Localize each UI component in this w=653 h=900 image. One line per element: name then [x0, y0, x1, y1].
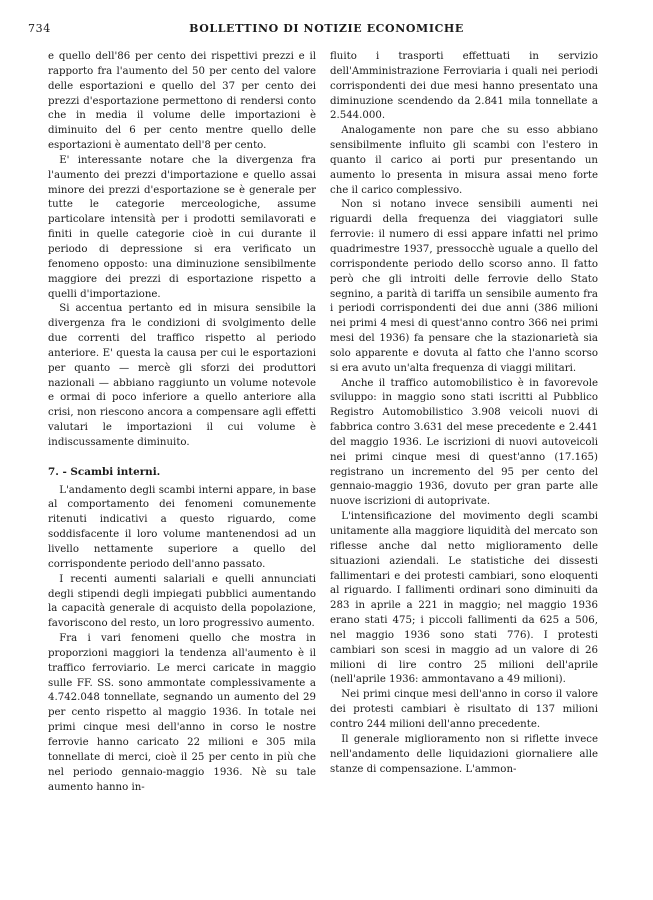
paragraph: Fra i vari fenomeni quello che mostra in proporzioni maggiori la tendenza all'aumento è il traffico ferroviario. Le merci caricate in maggio sulle FF. SS. sono ammontate complessivamente a 4.742.048 tonnellate, segnando un aumento del 29 per cento rispetto al maggio 1936. In totale nei primi cinque mesi dell'anno in corso le nostre ferrovie hanno caricato 22 milioni e 305 mila tonnellate di merci, cioè il 25 per cento in più che nel periodo gennaio-maggio 1936. Nè su tale aumento hanno in-	[48, 633, 316, 793]
paragraph: Si accentua pertanto ed in misura sensibile la divergenza fra le condizioni di svolgimento delle due correnti del traffico rispetto al periodo anteriore. E' questa la causa per cui le esportazioni per quanto — mercè gli sforzi dei produttori nazionali — abbiano raggiunto un volume notevole e ormai di poco inferiore a quello anteriore alla crisi, non riescono ancora a compensare agli effetti valutari le importazioni il cui volume è indiscussamente diminuito.	[48, 303, 316, 448]
page-number: 734	[28, 22, 51, 35]
paragraph: e quello dell'86 per cento dei rispettivi prezzi e il rapporto fra l'aumento del 50 per cento del valore delle esportazioni e quello del 37 per cento dei prezzi d'esportazione permettono di rendersi conto che in media il volume delle importazioni è diminuito del 6 per cento mentre quello delle esportazioni è aumentato dell'8 per cento.	[48, 51, 316, 152]
paragraph: Non si notano invece sensibili aumenti nei riguardi della frequenza dei viaggiatori sulle ferrovie: il numero di essi appare infatti nel primo quadrimestre 1937, pressocchè uguale a quello del corrispondente periodo dello scorso anno. Il fatto però che gli introiti delle ferrovie dello Stato segnino, a parità di tariffa un sensibile aumento fra i periodi corrispondenti dei due anni (386 milioni nei primi 4 mesi di quest'anno contro 366 nei primi mesi del 1936) fa pensare che la stazionarietà sia solo apparente e dovuta al fatto che l'anno scorso si era avuto un'alta frequenza di viaggi militari.	[330, 199, 598, 374]
paragraph: Nei primi cinque mesi dell'anno in corso il valore dei protesti cambiari è risultato di 137 milioni contro 244 milioni dell'anno precedente.	[330, 689, 598, 730]
paragraph: fluito i trasporti effettuati in servizio dell'Amministrazione Ferroviaria i quali nei periodi corrispondenti dei due mesi hanno presentato una diminuzione scendendo da 2.841 mila tonnellate a 2.544.000.	[330, 51, 598, 122]
paragraph: I recenti aumenti salariali e quelli annunciati degli stipendi degli impiegati pubblici aumentando la capacità generale di acquisto della popolazione, favoriscono del resto, un loro progressivo aumento.	[48, 573, 316, 630]
running-head: BOLLETTINO DI NOTIZIE ECONOMICHE	[189, 22, 464, 35]
paragraph: Analogamente non pare che su esso abbiano sensibilmente influito gli scambi con l'estero in quanto il carico ai porti pur presentando un aumento lo presenta in misura assai meno forte che il carico complessivo.	[330, 125, 598, 196]
right-column	[330, 50, 598, 777]
paragraph: L'andamento degli scambi interni appare, in base al comportamento dei fenomeni comunemente ritenuti indicativi a questo riguardo, come soddisfacente il loro volume mantenendosi ad un livello nettamente superiore a quello del corrispondente periodo dell'anno passato.	[48, 484, 316, 570]
page-header	[28, 22, 625, 40]
paragraph: L'intensificazione del movimento degli scambi unitamente alla maggiore liquidità del mercato son riflesse anche dal netto miglioramento delle situazioni aziendali. Le statistiche dei dissesti fallimentari e dei protesti cambiari, sono eloquenti al riguardo. I fallimenti ordinari sono diminuiti da 283 in aprile a 221 in maggio; nel maggio 1936 erano stati 475; i piccoli fallimenti da 625 a 506, nel maggio 1936 sono stati 776). I protesti cambiari son scesi in maggio ad un valore di 26 milioni di lire contro 25 milioni dell'aprile (nell'aprile 1936: ammontavano a 49 milioni).	[330, 511, 598, 686]
left-column	[48, 50, 316, 795]
section-heading: 7. - Scambi interni.	[48, 465, 161, 478]
paragraph: Anche il traffico automobilistico è in favorevole sviluppo: in maggio sono stati iscritti al Pubblico Registro Automobilistico 3.908 veicoli nuovi di fabbrica contro 3.631 del mese precedente e 2.441 del maggio 1936. Le iscrizioni di nuovi autoveicoli nei primi cinque mesi di quest'anno (17.165) registrano un incremento del 95 per cento del gennaio-maggio 1936, dovuto per gran parte alle nuove iscrizioni di autoprivate.	[330, 377, 598, 508]
paragraph: Il generale miglioramento non si riflette invece nell'andamento delle liquidazioni giornaliere alle stanze di compensazione. L'ammon-	[330, 733, 598, 775]
paragraph: E' interessante notare che la divergenza fra l'aumento dei prezzi d'importazione e quello assai minore dei prezzi d'esportazione se è generale per tutte le categorie merceologiche, assume particolare intensità per i prodotti semilavorati e finiti in quelle categorie cioè in cui durante il periodo di depressione si era verificato un fenomeno opposto: una diminuzione sensibilmente maggiore dei prezzi di esportazione rispetto a quelli d'importazione.	[48, 154, 316, 300]
